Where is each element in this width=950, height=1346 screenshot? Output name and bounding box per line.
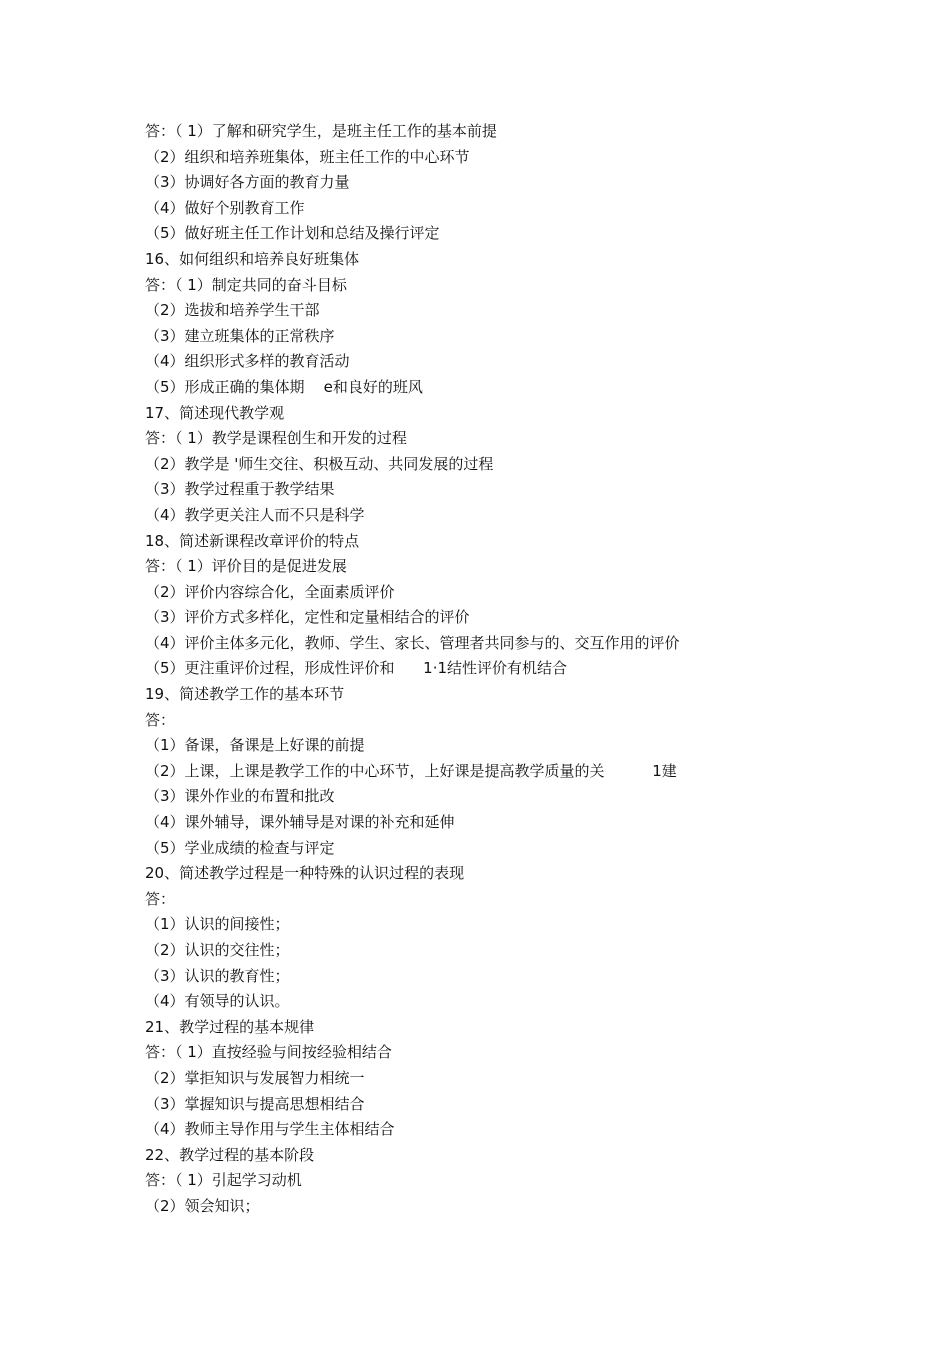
text-line: （2）教学是 '师生交往、积极互动、共同发展的过程	[145, 454, 494, 473]
text-line: 答：	[145, 889, 176, 908]
text-line: 答：（ 1）了解和研究学生，是班主任工作的基本前提	[145, 122, 497, 140]
question-heading: 16、如何组织和培养良好班集体	[145, 249, 360, 268]
text-line: （2）领会知识；	[145, 1196, 260, 1215]
text-line: （1）认识的间接性；	[145, 915, 290, 934]
text-line: （4）组织形式多样的教育活动	[145, 352, 350, 371]
text-line: 答：（ 1）教学是课程创生和开发的过程	[145, 429, 407, 448]
text-line: （3）课外作业的布置和批改	[145, 787, 335, 806]
text-line: （5）做好班主任工作计划和总结及操行评定	[145, 224, 440, 243]
text-line: （4）做好个别教育工作	[145, 198, 305, 217]
text-line: （5）更注重评价过程，形成性评价和 1·1结性评价有机结合	[145, 659, 568, 678]
text-line: （3）评价方式多样化，定性和定量相结合的评价	[145, 608, 470, 627]
text-line: （4）评价主体多元化，教师、学生、家长、管理者共同参与的、交互作用的评价	[145, 633, 680, 652]
text-line: （4）课外辅导，课外辅导是对课的补充和延伸	[145, 813, 455, 832]
question-heading: 18、简述新课程改章评价的特点	[145, 531, 360, 550]
question-heading: 21、教学过程的基本规律	[145, 1017, 315, 1036]
question-heading: 19、简述教学工作的基本环节	[145, 685, 345, 704]
text-line: （5）形成正确的集体期 e和良好的班风	[145, 377, 423, 396]
text-line: （3）教学过程重于教学结果	[145, 480, 335, 499]
text-line: （2）掌拒知识与发展智力相统一	[145, 1068, 365, 1087]
question-heading: 22、教学过程的基本阶段	[145, 1145, 315, 1164]
text-line: （4）有领导的认识。	[145, 992, 290, 1011]
question-heading: 20、简述教学过程是一种特殊的认识过程的表现	[145, 864, 465, 883]
text-line: （3）协调好各方面的教育力量	[145, 173, 350, 192]
text-line: （1）备课，备课是上好课的前提	[145, 736, 365, 755]
text-line: （3）认识的教育性；	[145, 966, 290, 985]
text-line: （4）教师主导作用与学生主体相结合	[145, 1120, 395, 1139]
text-line: 答：（ 1）引起学习动机	[145, 1171, 302, 1190]
text-line: （2）评价内容综合化，全面素质评价	[145, 582, 395, 601]
question-heading: 17、简述现代教学观	[145, 403, 285, 422]
text-line: （2）组织和培养班集体，班主任工作的中心环节	[145, 147, 470, 166]
text-line: （2）选拔和培养学生干部	[145, 301, 320, 320]
text-line: （5）学业成绩的检查与评定	[145, 838, 335, 857]
text-line: （4）教学更关注人而不只是科学	[145, 505, 365, 524]
text-line: （3）建立班集体的正常秩序	[145, 326, 335, 345]
text-line: （3）掌握知识与提高思想相结合	[145, 1094, 365, 1113]
text-line: （2）上课，上课是教学工作的中心环节，上好课是提高教学质量的关 1建	[145, 761, 677, 780]
text-line: 答：	[145, 710, 176, 729]
text-line: （2）认识的交往性；	[145, 941, 290, 959]
text-line: 答：（ 1）评价目的是促进发展	[145, 557, 347, 576]
text-line: 答：（ 1）直按经验与间按经验相结合	[145, 1043, 392, 1062]
document-body	[145, 119, 865, 1220]
text-line: 答：（ 1）制定共同的奋斗目标	[145, 275, 347, 294]
